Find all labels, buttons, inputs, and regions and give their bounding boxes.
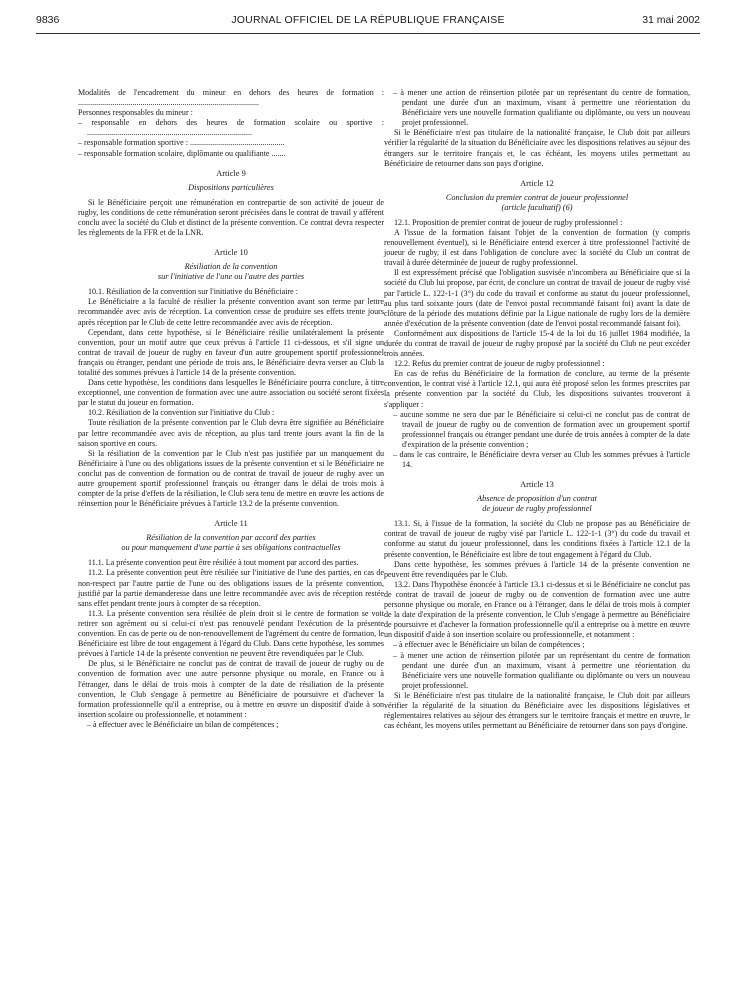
- page-header: [36, 14, 700, 30]
- article-heading: Article 10: [214, 248, 248, 258]
- paragraph: Conformément aux dispositions de l'article 15-4 de la loi du 16 juillet 1984 modifiée, la durée du contrat de travail de joueur de rugby proposé par la société du Club ne peut excéder trois années.: [384, 328, 690, 359]
- article-title-line: Absence de proposition d'un contrat: [477, 494, 597, 504]
- article-heading: Article 13: [520, 480, 554, 490]
- paragraph: Dans cette hypothèse, les sommes prévues à l'article 14 de la présente convention ne peuvent être revendiquées par le Club.: [384, 559, 690, 579]
- article-title: [78, 533, 384, 553]
- article-title-line: ou pour manquement d'une partie à ses obligations contractuelles: [121, 543, 341, 553]
- list-item: – à mener une action de réinsertion pilotée par un représentant du centre de formation, pendant une durée d'un an maximum, visant à permettre une réorientation du Bénéficiaire vers une nouvelle formation qualifiante ou diplômante, ou vers un nouveau projet professionnel.: [393, 88, 690, 128]
- list-item: – à effectuer avec le Bénéficiaire un bilan de compétences ;: [87, 719, 279, 729]
- paragraph: Si le Bénéficiaire perçoit une rémunération en contrepartie de son activité de joueur de rugby, les conditions de cette rémunération seront précisées dans le contrat de travail y afférent conclu avec la société du Club et distinct de la présente convention. Ce contrat devra respecter les règlements de la FFR et de la LNR.: [78, 197, 384, 238]
- article-title-line: de joueur de rugby professionnel: [482, 504, 592, 514]
- paragraph: Cependant, dans cette hypothèse, si le Bénéficiaire résilie unilatéralement la présente convention, pour un motif autre que ceux prévus à l'article 11 ci-dessous, et s'il signe un contrat de travail de joueur de rugby en faveur d'un autre groupement sportif professionnel français ou étranger, pendant une période de trois ans, le Bénéficiaire devra verser au Club la totalité des sommes prévues à l'article 14 de la présente convention.: [78, 327, 384, 377]
- article-title-line: (article facultatif) (6): [501, 202, 573, 212]
- list-item: – dans le cas contraire, le Bénéficiaire devra verser au Club les sommes prévues à l'article 14.: [393, 450, 690, 470]
- paragraph: 11.1. La présente convention peut être résiliée à tout moment par accord des parties.: [88, 558, 359, 568]
- article-heading: Article 9: [216, 168, 246, 178]
- article-title-line: sur l'initiative de l'une ou l'autre des parties: [157, 272, 305, 282]
- list-item: – à mener une action de réinsertion pilotée par un représentant du centre de formation pendant une durée d'un an maximum, visant à permettre une réorientation du Bénéficiaire vers une nouvelle formation qualifiante ou diplômante ou vers un nouveau projet professionnel.: [393, 650, 690, 690]
- paragraph: Toute résiliation de la présente convention par le Club devra être signifiée au Bénéficiaire par lettre recommandée avec avis de réception, au plus tard trente jours avant la fin de la saison sportive en cours.: [78, 418, 384, 448]
- article-title-line: Conclusion du premier contrat de joueur professionnel: [445, 192, 629, 202]
- paragraph: Il est expressément précisé que l'obligation susvisée n'incombera au Bénéficiaire que si la société du Club lui propose, par écrit, de conclure un contrat de travail de joueur de rugby visé par l'article L. 122-1-1 (3°) du code du travail et conforme au statut du joueur professionnel, au plus tard soixante jours (date de l'envoi postal recommandé faisant foi) avant la date de clôture de la période des mutations définie par la Ligue nationale de rugby lors de la dernière année d'exécution de la présente convention (date de l'envoi postal recommandé faisant foi).: [384, 268, 690, 328]
- header-rule: [36, 33, 700, 34]
- journal-title: JOURNAL OFFICIEL DE LA RÉPUBLIQUE FRANÇAISE: [231, 14, 505, 26]
- paragraph: 12.1. Proposition de premier contrat de joueur de rugby professionnel :: [394, 217, 623, 227]
- list-item: – aucune somme ne sera due par le Bénéficiaire si celui-ci ne conclut pas de contrat de travail de joueur de rugby ou de convention de formation avec un groupement sportif professionnel français ou étranger pendant une durée de trois années à compter de la date d'expiration de la présente convention ;: [393, 409, 690, 449]
- paragraph: A l'issue de la formation faisant l'objet de la convention de formation (y compris renouvellement éventuel), si le Bénéficiaire entend exercer à titre professionnel l'activité de joueur de rugby, il est dans l'obligation de conclure avec la société du Club un contrat de travail à durée déterminée de joueur de rugby professionnel.: [384, 227, 690, 268]
- publication-date: 31 mai 2002: [642, 14, 700, 26]
- paragraph: Personnes responsables du mineur :: [78, 108, 193, 118]
- paragraph: Modalités de l'encadrement du mineur en dehors des heures de formation : ..........................................................................................: [78, 88, 384, 108]
- article-title-line: Résiliation de la convention: [184, 262, 278, 272]
- article-title: [384, 494, 690, 514]
- list-item: – responsable en dehors des heures de formation scolaire ou sportive : ..................................................................................: [78, 118, 384, 138]
- paragraph: Le Bénéficiaire a la faculté de résilier la présente convention avant son terme par lettre recommandée avec avis de réception. La convention cesse de produire ses effets trente jours après réception par le Club de cette lettre recommandée avec avis de réception.: [78, 297, 384, 327]
- paragraph: De plus, si le Bénéficiaire ne conclut pas de contrat de travail de joueur de rugby ou de convention de formation avec une autre personne physique ou morale, en France ou à l'étranger, dans le délai de trois mois à compter de la date de résiliation de la présente convention, le Club s'engage à permettre au Bénéficiaire de poursuivre et d'achever la formation professionnelle qu'il a entreprise, ou à mettre en œuvre un dispositif d'aide à son insertion scolaire ou professionnelle, et notamment :: [78, 659, 384, 719]
- page-number: 9836: [36, 14, 60, 26]
- paragraph: Si la résiliation de la convention par le Club n'est pas justifiée par un manquement du Bénéficiaire à l'une ou des obligations issues de la présente convention et si le Bénéficiaire ne conclut pas de convention de formation ou de contrat de travail de joueur de rugby avec un autre groupement sportif professionnel français ou étranger dans le délai de trois mois à compter de la prise d'effets de la résiliation, le Club sera tenu de mettre en œuvre les actions de réinsertion pour le Bénéficiaire prévues à l'article 13.2 de la présente convention.: [78, 448, 384, 509]
- paragraph: 11.3. La présente convention sera résiliée de plein droit si le centre de formation se voit retirer son agrément ou si celui-ci n'est pas renouvelé pendant l'exécution de la présente convention. En cas de perte ou de non-renouvellement de l'agrément du centre de formation, le Bénéficiaire est libre de tout engagement à l'égard du Club. Dans cette hypothèse, les sommes prévues à l'article 14 de la présente convention ne peuvent être revendiquées par le Club.: [78, 608, 384, 659]
- paragraph: 11.2. La présente convention peut être résiliée sur l'initiative de l'une des parties, en cas de non-respect par l'autre partie de l'une ou des obligations issues de la présente convention, justifié par la partie demanderesse dans une lettre recommandée avec avis de réception restée sans effet pendant trente jours à compter de sa réception.: [78, 568, 384, 608]
- article-title: [384, 193, 690, 213]
- article-title-line: Résiliation de la convention par accord des parties: [146, 533, 316, 543]
- paragraph: 12.2. Refus du premier contrat de joueur de rugby professionnel :: [394, 359, 605, 369]
- left-column: [78, 88, 384, 730]
- paragraph: 13.1. Si, à l'issue de la formation, la société du Club ne propose pas au Bénéficiaire de contrat de travail de joueur de rugby visé par l'article L. 122-1-1 (3°) du code du travail et conforme au statut du joueur professionnel, dans les conditions fixées à l'article 12.1 de la présente convention, le Bénéficiaire est libre de tout engagement à l'égard du Club.: [384, 519, 690, 559]
- paragraph: Dans cette hypothèse, les conditions dans lesquelles le Bénéficiaire pourra conclure, à titre exceptionnel, une convention de formation avec une autre association ou société seront fixées par le statut du joueur en formation.: [78, 378, 384, 408]
- paragraph: 13.2. Dans l'hypothèse énoncée à l'article 13.1 ci-dessus et si le Bénéficiaire ne conclut pas de contrat de travail de joueur de rugby ou de convention de formation avec une autre personne physique ou morale, en France ou à l'étranger, dans le délai de trois mois à compter de la date d'expiration de la présente convention, le Club s'engage à permettre au Bénéficiaire de poursuivre et d'achever la formation professionnelle qu'il a entreprise ou à mettre en œuvre un dispositif d'aide à son insertion scolaire ou professionnelle, et notamment :: [384, 579, 690, 640]
- list-item: – responsable formation scolaire, diplômante ou qualifiante .......: [78, 148, 286, 158]
- paragraph: Si le Bénéficiaire n'est pas titulaire de la nationalité française, le Club doit par ailleurs vérifier la régularité de la situation du Bénéficiaire avec les dispositions législatives et réglementaires relatives au séjour des étrangers sur le territoire français et mettre en œuvre, le cas échéant, les moyens utiles permettant au Bénéficiaire de retourner dans son pays d'origine.: [384, 690, 690, 731]
- article-heading: Article 12: [520, 178, 554, 188]
- article-title: Dispositions particulières: [188, 182, 274, 192]
- list-item: – à effectuer avec le Bénéficiaire un bilan de compétences ;: [393, 640, 585, 650]
- list-item: – responsable formation sportive : ...............................................: [78, 138, 285, 148]
- paragraph: 10.1. Résiliation de la convention sur l'initiative du Bénéficiaire :: [88, 287, 298, 297]
- paragraph: Si le Bénéficiaire n'est pas titulaire de la nationalité française, le Club doit par ailleurs vérifier la régularité de la situation du Bénéficiaire avec les dispositions relatives au séjour des étrangers sur le territoire français et, le cas échéant, les moyens utiles permettant au Bénéficiaire de retourner dans son pays d'origine.: [384, 128, 690, 168]
- article-title: [78, 262, 384, 282]
- paragraph: 10.2. Résiliation de la convention sur l'initiative du Club :: [88, 408, 275, 418]
- paragraph: En cas de refus du Bénéficiaire de la formation de conclure, au terme de la présente convention, le contrat visé à l'article 12.1, qui aura été proposé selon les formes prescrites par la présente convention par la société du Club, les dispositions suivantes trouveront à s'appliquer :: [384, 369, 690, 409]
- right-column: [384, 88, 690, 731]
- article-heading: Article 11: [214, 519, 248, 529]
